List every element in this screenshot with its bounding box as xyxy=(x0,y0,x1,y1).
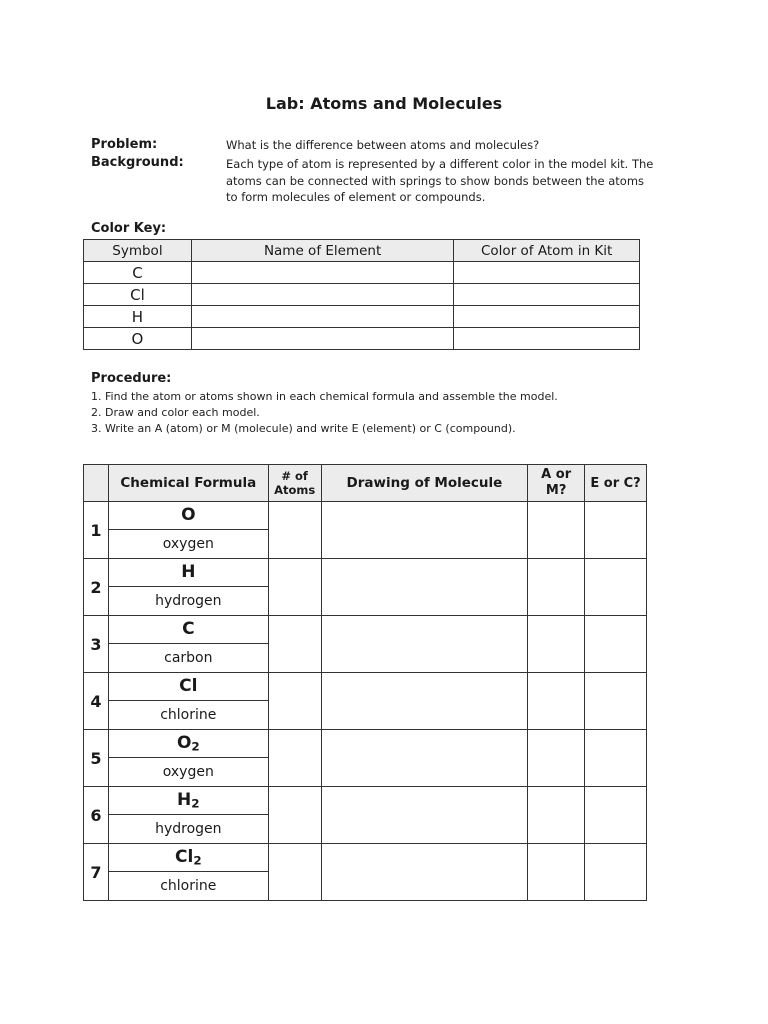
chemical-formula xyxy=(108,730,268,758)
e-or-c-cell[interactable] xyxy=(585,730,647,787)
num-atoms-cell[interactable] xyxy=(268,502,321,559)
symbol-cell: Cl xyxy=(84,284,192,306)
atom-color-cell[interactable] xyxy=(454,328,640,350)
e-or-c-cell[interactable] xyxy=(585,844,647,901)
a-or-m-cell[interactable] xyxy=(528,787,585,844)
procedure-label: Procedure: xyxy=(91,371,172,386)
color-key-row xyxy=(84,328,640,350)
element-name: chlorine xyxy=(108,872,268,901)
formula-symbol: C xyxy=(182,619,195,640)
worksheet-header-row xyxy=(84,465,647,502)
worksheet-row-top xyxy=(84,787,647,815)
symbol-cell: H xyxy=(84,306,192,328)
page-title: Lab: Atoms and Molecules xyxy=(265,94,503,113)
color-key-row xyxy=(84,262,640,284)
chemical-formula xyxy=(108,502,268,530)
element-name-cell[interactable] xyxy=(191,306,453,328)
background-line: to form molecules of element or compounds. xyxy=(226,190,486,204)
header-color-of-atom: Color of Atom in Kit xyxy=(454,240,640,262)
element-name: carbon xyxy=(108,644,268,673)
element-name: oxygen xyxy=(108,530,268,559)
worksheet-row-top xyxy=(84,559,647,587)
atom-color-cell[interactable] xyxy=(454,306,640,328)
formula-subscript: 2 xyxy=(191,739,200,754)
a-or-m-cell[interactable] xyxy=(528,559,585,616)
chemical-formula xyxy=(108,616,268,644)
color-key-table xyxy=(83,239,640,350)
a-or-m-cell[interactable] xyxy=(528,673,585,730)
drawing-cell[interactable] xyxy=(321,787,528,844)
element-name-cell[interactable] xyxy=(191,262,453,284)
row-number: 1 xyxy=(84,502,109,559)
num-atoms-cell[interactable] xyxy=(268,673,321,730)
atom-color-cell[interactable] xyxy=(454,284,640,306)
chemical-formula xyxy=(108,787,268,815)
e-or-c-cell[interactable] xyxy=(585,502,647,559)
worksheet-row-top xyxy=(84,616,647,644)
header-num-atoms-line1: # of xyxy=(281,469,308,483)
header-num-atoms-line2: Atoms xyxy=(274,483,316,497)
a-or-m-cell[interactable] xyxy=(528,616,585,673)
worksheet-row-top xyxy=(84,730,647,758)
row-number: 6 xyxy=(84,787,109,844)
atom-color-cell[interactable] xyxy=(454,262,640,284)
header-blank xyxy=(84,465,109,502)
header-a-or-m xyxy=(528,465,585,502)
worksheet-table xyxy=(83,464,647,901)
a-or-m-cell[interactable] xyxy=(528,730,585,787)
element-name: hydrogen xyxy=(108,587,268,616)
a-or-m-cell[interactable] xyxy=(528,844,585,901)
drawing-cell[interactable] xyxy=(321,559,528,616)
header-a-or-m-line2: M? xyxy=(545,483,567,498)
color-key-header-row xyxy=(84,240,640,262)
header-drawing: Drawing of Molecule xyxy=(321,465,528,502)
header-a-or-m-line1: A or xyxy=(541,467,572,482)
element-name: hydrogen xyxy=(108,815,268,844)
background-line: atoms can be connected with springs to show bonds between the atoms xyxy=(226,173,645,188)
row-number: 7 xyxy=(84,844,109,901)
color-key-row xyxy=(84,284,640,306)
formula-symbol: Cl xyxy=(175,847,194,868)
element-name-cell[interactable] xyxy=(191,284,453,306)
header-chemical-formula: Chemical Formula xyxy=(108,465,268,502)
e-or-c-cell[interactable] xyxy=(585,616,647,673)
drawing-cell[interactable] xyxy=(321,730,528,787)
symbol-cell: C xyxy=(84,262,192,284)
formula-symbol: H xyxy=(181,562,196,583)
header-num-atoms xyxy=(268,465,321,502)
worksheet-row-top xyxy=(84,844,647,872)
header-symbol: Symbol xyxy=(84,240,192,262)
color-key-row xyxy=(84,306,640,328)
formula-symbol: O xyxy=(181,505,196,526)
e-or-c-cell[interactable] xyxy=(585,673,647,730)
formula-subscript: 2 xyxy=(193,853,202,868)
color-key-label: Color Key: xyxy=(91,221,167,236)
chemical-formula xyxy=(108,673,268,701)
row-number: 2 xyxy=(84,559,109,616)
row-number: 5 xyxy=(84,730,109,787)
chemical-formula xyxy=(108,844,268,872)
num-atoms-cell[interactable] xyxy=(268,730,321,787)
row-number: 3 xyxy=(84,616,109,673)
background-label: Background: xyxy=(91,155,184,170)
num-atoms-cell[interactable] xyxy=(268,844,321,901)
element-name-cell[interactable] xyxy=(191,328,453,350)
header-name-of-element: Name of Element xyxy=(191,240,453,262)
procedure-step: 1. Find the atom or atoms shown in each chemical formula and assemble the model. xyxy=(91,390,558,403)
e-or-c-cell[interactable] xyxy=(585,787,647,844)
formula-symbol: H xyxy=(177,790,192,811)
procedure-step: 2. Draw and color each model. xyxy=(91,406,260,419)
background-text xyxy=(226,156,686,206)
background-line: Each type of atom is represented by a different color in the model kit. The xyxy=(226,157,654,171)
row-number: 4 xyxy=(84,673,109,730)
drawing-cell[interactable] xyxy=(321,844,528,901)
e-or-c-cell[interactable] xyxy=(585,559,647,616)
num-atoms-cell[interactable] xyxy=(268,787,321,844)
worksheet-row-top xyxy=(84,502,647,530)
formula-subscript: 2 xyxy=(191,796,200,811)
problem-label: Problem: xyxy=(91,137,158,152)
drawing-cell[interactable] xyxy=(321,502,528,559)
drawing-cell[interactable] xyxy=(321,673,528,730)
num-atoms-cell[interactable] xyxy=(268,616,321,673)
chemical-formula xyxy=(108,559,268,587)
procedure-step: 3. Write an A (atom) or M (molecule) and write E (element) or C (compound). xyxy=(91,422,516,435)
header-e-or-c: E or C? xyxy=(585,465,647,502)
element-name: oxygen xyxy=(108,758,268,787)
num-atoms-cell[interactable] xyxy=(268,559,321,616)
formula-symbol: Cl xyxy=(179,676,198,697)
a-or-m-cell[interactable] xyxy=(528,502,585,559)
symbol-cell: O xyxy=(84,328,192,350)
drawing-cell[interactable] xyxy=(321,616,528,673)
element-name: chlorine xyxy=(108,701,268,730)
problem-text: What is the difference between atoms and molecules? xyxy=(226,138,540,152)
formula-symbol: O xyxy=(176,733,192,754)
worksheet-row-top xyxy=(84,673,647,701)
procedure-steps xyxy=(91,389,558,437)
